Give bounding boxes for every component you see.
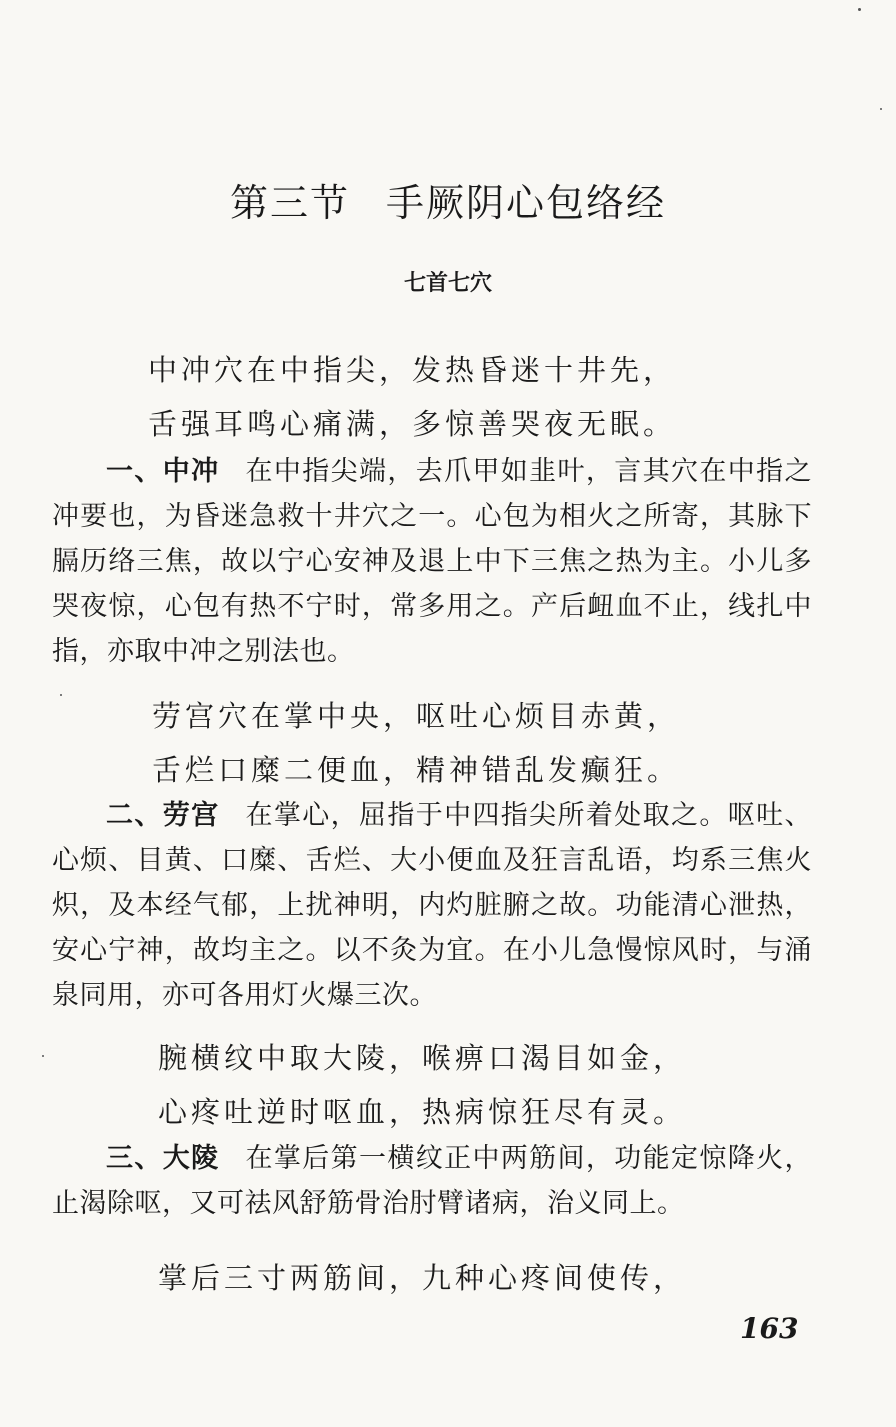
scan-speck xyxy=(60,694,62,696)
acupoint-heading: 三、大陵 xyxy=(106,1143,220,1174)
verse-line: 中冲穴在中指尖，发热昏迷十井先， xyxy=(148,353,677,387)
verse-line: 心疼吐逆时呕血，热病惊狂尽有灵。 xyxy=(158,1095,687,1129)
section-title xyxy=(0,172,896,227)
section-number: 第三节 xyxy=(229,181,350,225)
acupoint-description: 在掌心，屈指于中四指尖所着处取之。呕吐、心烦、目黄、口糜、舌烂、大小便血及狂言乱语，均系三焦火炽，及本经气郁，上扰神明，内灼脏腑之故。功能清心泄热，安心宁神，故均主之。以不灸为宜。在小儿急慢惊风时，与涌泉同用，亦可各用灯火爆三次。 xyxy=(52,800,813,1011)
subtitle: 七首七穴 xyxy=(403,270,492,296)
acupoint-description: 在掌后第一横纹正中两筋间，功能定惊降火，止渴除呕，又可祛风舒筋骨治肘臂诸病，治义同上。 xyxy=(52,1143,813,1219)
verse-line: 劳宫穴在掌中央，呕吐心烦目赤黄， xyxy=(152,699,681,733)
scan-speck xyxy=(42,1055,44,1057)
scan-speck xyxy=(858,8,861,11)
acupoint-description: 在中指尖端，去爪甲如韭叶，言其穴在中指之冲要也，为昏迷急救十井穴之一。心包为相火之所寄，其脉下膈历络三焦，故以宁心安神及退上中下三焦之热为主。小儿多哭夜惊，心包有热不宁时，常多用之。产后衄血不止，线扎中指，亦取中冲之别法也。 xyxy=(52,456,813,667)
verse-line: 舌强耳鸣心痛满，多惊善哭夜无眠。 xyxy=(148,407,677,441)
acupoint-heading: 二、劳宫 xyxy=(106,800,220,831)
verse-line: 腕横纹中取大陵，喉痹口渴目如金， xyxy=(158,1041,687,1075)
acupoint-paragraph xyxy=(52,449,812,674)
acupoint-paragraph xyxy=(52,1136,812,1226)
verse-line: 舌烂口糜二便血，精神错乱发癫狂。 xyxy=(152,753,681,787)
verse-line: 掌后三寸两筋间，九种心疼间使传， xyxy=(158,1261,687,1295)
scan-speck xyxy=(880,108,882,110)
page-number: 163 xyxy=(740,1312,799,1345)
acupoint-paragraph xyxy=(52,793,812,1018)
meridian-name: 手厥阴心包络经 xyxy=(386,181,667,225)
acupoint-heading: 一、中冲 xyxy=(106,456,220,487)
